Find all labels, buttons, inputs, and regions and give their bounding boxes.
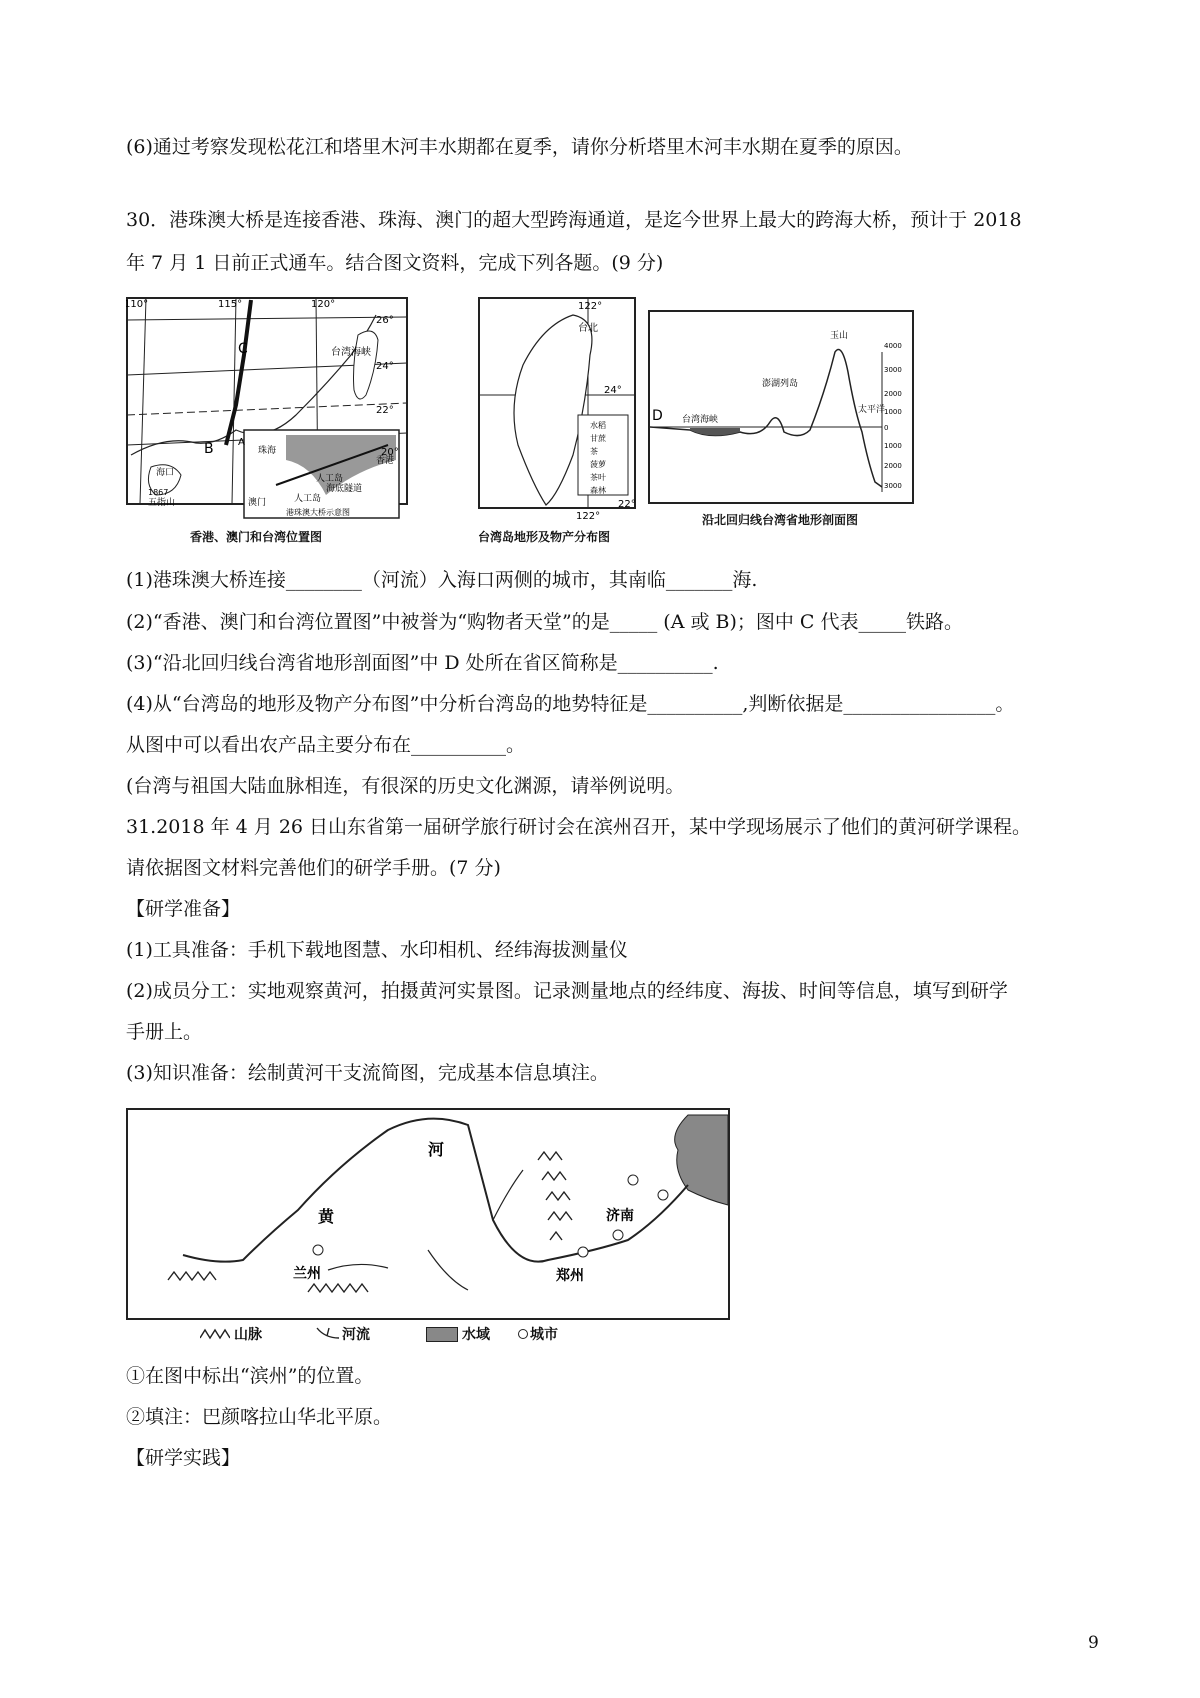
lat-20-label: 20° [381, 447, 399, 458]
label-huang: 黄 [318, 1207, 335, 1226]
question-30-1: (1)港珠澳大桥连接________（河流）入海口两侧的城市，其南临_______海. [126, 569, 758, 591]
axis-tick: 3000 [884, 482, 902, 490]
wuzhi-label: 五指山 [148, 498, 176, 508]
lon-115-label: 115° [218, 299, 243, 310]
wuzhi-elev-label: 1867 [148, 488, 169, 497]
practice-heading: 【研学实践】 [126, 1447, 241, 1469]
inset-tunnel-label: 海底隧道 [326, 484, 363, 494]
city-marker [658, 1190, 668, 1200]
river-legend-icon [315, 1326, 341, 1344]
axis-tick: 3000 [884, 366, 902, 374]
label-a: A [238, 437, 245, 448]
lat-22-label-2: 22° [618, 499, 636, 510]
zhengzhou-label: 郑州 [556, 1268, 584, 1284]
axis-tick: 4000 [884, 342, 902, 350]
prep-item-1: (1)工具准备：手机下载地图慧、水印相机、经纬海拔测量仪 [126, 939, 628, 961]
axis-tick: 2000 [884, 462, 902, 470]
axis-ticks [884, 342, 902, 490]
legend-city: 城市 [530, 1327, 558, 1343]
axis-tick: 2000 [884, 390, 902, 398]
figure-1-caption: 香港、澳门和台湾位置图 [190, 530, 323, 544]
question-30-2: (2)“香港、澳门和台湾位置图”中被誉为“购物者天堂”的是_____ (A 或 B)；图中 C 代表_____铁路。 [126, 611, 964, 633]
lat-24-label-2: 24° [604, 385, 622, 396]
inset-zhuhai-label: 珠海 [258, 446, 277, 456]
label-d: D [652, 408, 663, 424]
haikou-label: 海口 [156, 468, 175, 478]
axis-tick: 0 [884, 424, 889, 432]
inset-macau-label: 澳门 [248, 498, 267, 508]
legend-water: 水域 [462, 1327, 490, 1343]
city-legend-icon [518, 1329, 528, 1339]
figure-yellow-river-map [126, 1108, 730, 1320]
strait-label: 台湾海峡 [682, 415, 719, 425]
question-31-stem-1: 31.2018 年 4 月 26 日山东省第一届研学旅行研讨会在滨州召开，某中学现场展示了他们的黄河研学课程。 [126, 816, 1032, 838]
yellow-river-legend [200, 1324, 720, 1346]
jinan-label: 济南 [606, 1208, 634, 1224]
yushan-label: 玉山 [830, 331, 849, 341]
label-b: B [204, 441, 214, 457]
city-zhengzhou-marker [578, 1247, 588, 1257]
axis-tick: 1000 [884, 408, 902, 416]
lat-22-label: 22° [376, 405, 394, 416]
profile-chart [650, 312, 912, 502]
question-30-4-a: (4)从“台湾岛的地形及物产分布图”中分析台湾岛的地势特征是__________,判断依据是________________。 [126, 693, 1015, 715]
map-taiwan-terrain [478, 295, 638, 523]
lat-26-label: 26° [376, 315, 394, 326]
axis-tick: 1000 [884, 442, 902, 450]
legend-item: 菠萝 [590, 460, 606, 469]
water-legend-icon [426, 1327, 458, 1342]
taiwan-strait-label: 台湾海峡 [331, 347, 371, 358]
question-31-stem-2: 请依据图文材料完善他们的研学手册。(7 分) [126, 857, 501, 879]
prep-heading: 【研学准备】 [126, 898, 241, 920]
legend-item: 茶叶 [590, 473, 606, 482]
lon-110-label: 110° [126, 299, 149, 310]
legend-mountain: 山脉 [234, 1327, 262, 1343]
question-30-4-b: 从图中可以看出农产品主要分布在__________。 [126, 734, 526, 756]
penghu-label: 澎湖列岛 [762, 379, 799, 389]
legend-item: 茶 [590, 447, 598, 456]
label-c: C [238, 341, 248, 357]
figure-2-caption: 台湾岛地形及物产分布图 [478, 530, 611, 544]
prep-item-3: (3)知识准备：绘制黄河干支流简图，完成基本信息填注。 [126, 1062, 609, 1084]
page-number: 9 [1088, 1633, 1099, 1653]
legend-item: 甘蔗 [590, 434, 606, 443]
mountain-symbols [168, 1152, 572, 1292]
yellow-river-map [128, 1110, 728, 1318]
inset-caption: 港珠澳大桥示意图 [286, 508, 350, 517]
lon-122-top-label: 122° [578, 301, 603, 312]
figure-taiwan-profile [648, 310, 914, 504]
mountain-legend-icon [200, 1326, 230, 1344]
taipei-label: 台北 [578, 323, 598, 334]
lon-122-bottom-label: 122° [576, 511, 601, 522]
task-2: ②填注：巴颜喀拉山华北平原。 [126, 1406, 393, 1428]
city-lanzhou-marker [313, 1245, 323, 1255]
figure-hk-macau-taiwan-map [126, 295, 410, 523]
question-30-3: (3)“沿北回归线台湾省地形剖面图”中 D 处所在省区简称是__________. [126, 652, 719, 674]
lat-24-label: 24° [376, 361, 394, 372]
question-29-6: (6)通过考察发现松花江和塔里木河丰水期都在夏季，请你分析塔里木河丰水期在夏季的原因。 [126, 136, 913, 158]
task-1: ①在图中标出“滨州”的位置。 [126, 1365, 374, 1387]
pacific-label: 太平洋 [858, 405, 886, 415]
legend-item: 水稻 [590, 421, 606, 430]
lon-120-label: 120° [311, 299, 336, 310]
figure-taiwan-terrain-map [478, 295, 638, 523]
inset-island1-label: 人工岛 [316, 474, 344, 484]
prep-item-2-a: (2)成员分工：实地观察黄河，拍摄黄河实景图。记录测量地点的经纬度、海拔、时间等信息，填写到研学 [126, 980, 1008, 1002]
inset-island2-label: 人工岛 [294, 494, 322, 504]
question-30-stem-1: 30．港珠澳大桥是连接香港、珠海、澳门的超大型跨海通道，是迄今世界上最大的跨海大桥，预计于 2018 [126, 209, 1022, 231]
city-jinan-marker [613, 1230, 623, 1240]
city-marker [628, 1175, 638, 1185]
legend-river: 河流 [342, 1327, 370, 1343]
question-30-5: (台湾与祖国大陆血脉相连，有很深的历史文化渊源，请举例说明。 [126, 775, 685, 797]
legend-item: 森林 [590, 486, 606, 495]
map-hk-macau-taiwan [126, 295, 410, 523]
lanzhou-label: 兰州 [293, 1266, 321, 1282]
prep-item-2-b: 手册上。 [126, 1021, 203, 1043]
label-he: 河 [428, 1140, 445, 1159]
inset-hk-label: 香港 [376, 456, 395, 466]
figure-3-caption: 沿北回归线台湾省地形剖面图 [702, 513, 859, 527]
question-30-stem-2: 年 7 月 1 日前正式通车。结合图文资料，完成下列各题。(9 分) [126, 252, 664, 274]
